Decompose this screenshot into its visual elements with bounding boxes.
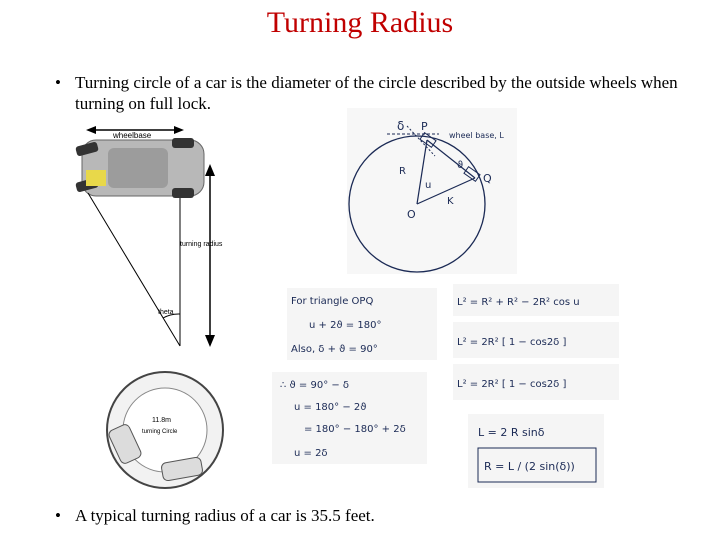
slide-title: Turning Radius xyxy=(266,6,454,39)
note-triangle-line-3: Also, δ + ϑ = 90° xyxy=(291,344,378,355)
note-cosine-line-3: L² = 2R² [ 1 − cos2δ ] xyxy=(457,379,567,390)
note-cosine-box-1 xyxy=(453,284,619,316)
note-substitution-line-4: u = 2δ xyxy=(294,448,328,459)
car-turning-diagram xyxy=(68,118,228,358)
turning-radius-label: turning radius xyxy=(180,241,223,248)
note-substitution-line-3: = 180° − 180° + 2δ xyxy=(304,424,406,435)
sketch-label-o: O xyxy=(407,208,416,221)
geometry-sketch xyxy=(347,108,517,274)
rear-wheel-bottom xyxy=(172,188,194,198)
sketch-label-r: R xyxy=(399,166,406,177)
note-cosine-line-2: L² = 2R² [ 1 − cos2δ ] xyxy=(457,337,567,348)
note-cosine-line-1: L² = R² + R² − 2R² cos u xyxy=(457,297,580,308)
turning-radius-arrowhead-bottom xyxy=(205,335,215,347)
wheelbase-label: wheelbase xyxy=(113,131,152,140)
sketch-label-q: Q xyxy=(483,172,492,185)
wheelbase-arrowhead-left xyxy=(86,126,96,134)
theta-label: theta xyxy=(158,309,174,316)
bullet-text: A typical turning radius of a car is 35.5 feet. xyxy=(75,506,375,525)
note-cosine-box-3 xyxy=(453,364,619,400)
turning-circle-label: turning Circle xyxy=(142,429,178,435)
sketch-label-k: K xyxy=(447,196,454,207)
car-roof xyxy=(108,148,168,188)
bullet-marker: • xyxy=(55,506,61,525)
bullet-typical-radius xyxy=(55,505,555,526)
bullet-marker: • xyxy=(55,73,61,92)
note-cosine-box-2 xyxy=(453,322,619,358)
sketch-label-u: u xyxy=(425,180,432,191)
note-result-box xyxy=(468,414,604,488)
note-substitution-line-1: ∴ ϑ = 90° − δ xyxy=(280,380,350,391)
note-substitution-box xyxy=(272,372,427,464)
turning-circle-size: 11.8m xyxy=(152,417,171,424)
note-result-line-2: R = L / (2 sin(δ)) xyxy=(484,460,575,473)
sketch-label-delta: δ xyxy=(397,119,405,133)
rear-wheel-top xyxy=(172,138,194,148)
bullet-text: Turning circle of a car is the diameter of the circle described by the outside wheels when turning on full lock. xyxy=(75,73,678,113)
sketch-label-p: P xyxy=(421,120,428,133)
note-substitution-line-2: u = 180° − 2ϑ xyxy=(294,402,367,413)
sketch-label-theta: ϑ xyxy=(457,160,464,171)
note-triangle-line-1: For triangle OPQ xyxy=(291,296,374,307)
turning-radius-arrowhead-top xyxy=(205,164,215,176)
note-triangle-box xyxy=(287,288,437,360)
note-result-line-1: L = 2 R sinδ xyxy=(478,426,545,439)
front-wheel-line xyxy=(88,193,180,346)
sketch-label-wheelbase: wheel base, L xyxy=(449,131,504,140)
note-triangle-line-2: u + 2ϑ = 180° xyxy=(309,320,382,331)
wheelbase-arrowhead-right xyxy=(174,126,184,134)
turning-circle-diagram xyxy=(102,368,232,494)
car-logo xyxy=(86,170,106,186)
